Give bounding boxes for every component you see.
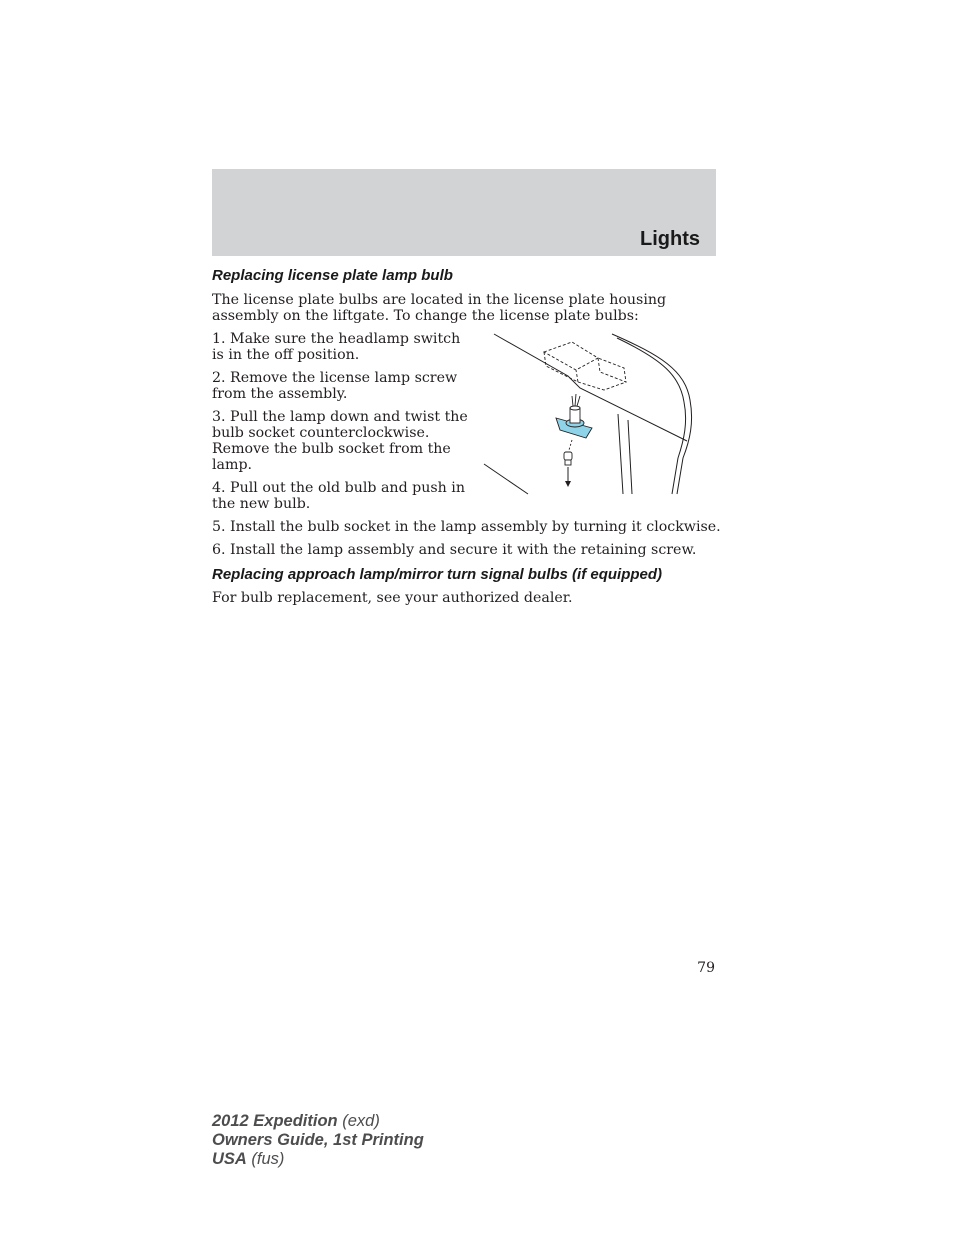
dealer-paragraph: For bulb replacement, see your authorized dealer.	[212, 590, 573, 606]
page-number: 79	[697, 960, 715, 976]
footer-line-2: Owners Guide, 1st Printing	[212, 1131, 424, 1149]
step-2: 2. Remove the license lamp screw from the assembly.	[212, 370, 458, 402]
arrow-down-icon	[565, 481, 571, 487]
document-footer	[212, 1112, 424, 1169]
step-3: 3. Pull the lamp down and twist the bulb socket counterclockwise. Remove the bulb socket from the lamp.	[212, 409, 468, 473]
step-4: 4. Pull out the old bulb and push in the new bulb.	[212, 480, 465, 512]
section-heading-license-plate: Replacing license plate lamp bulb	[212, 267, 453, 284]
footer-line-3: USA (fus)	[212, 1150, 285, 1168]
section-heading-approach-lamp: Replacing approach lamp/mirror turn signal bulbs (if equipped)	[212, 566, 663, 583]
chapter-title: Lights	[640, 228, 700, 250]
footer-line-1: 2012 Expedition (exd)	[212, 1112, 380, 1130]
chapter-header-band	[212, 169, 716, 256]
step-1: 1. Make sure the headlamp switch is in the off position.	[212, 331, 461, 363]
step-5: 5. Install the bulb socket in the lamp assembly by turning it clockwise.	[212, 519, 721, 535]
step-6: 6. Install the lamp assembly and secure it with the retaining screw.	[212, 542, 697, 558]
intro-paragraph: The license plate bulbs are located in the license plate housing assembly on the liftgate. To change the license plate bulbs:	[212, 292, 667, 324]
bulb-icon	[564, 452, 572, 465]
license-plate-lamp-illustration	[480, 330, 702, 498]
